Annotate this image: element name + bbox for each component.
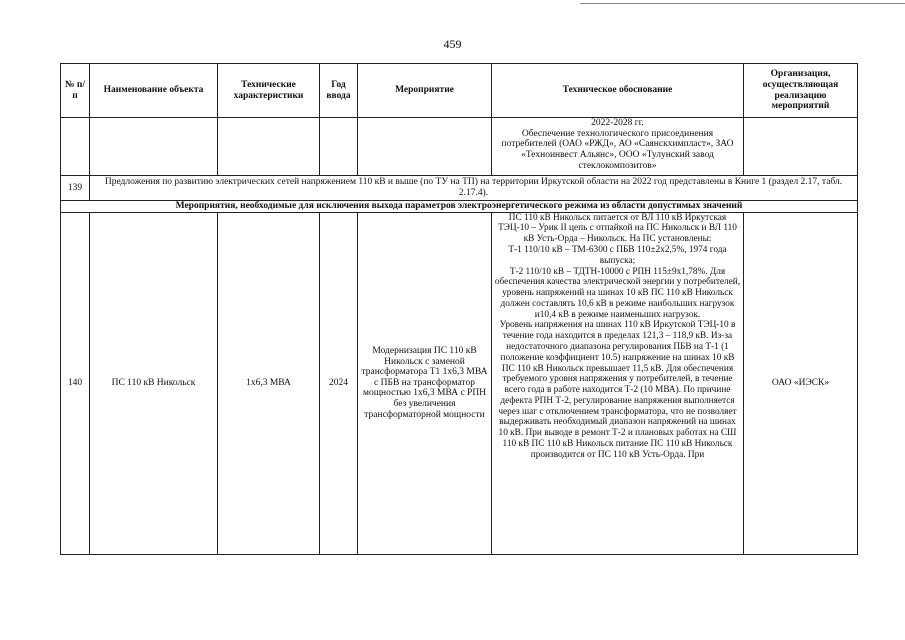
section-heading-row bbox=[61, 201, 858, 213]
cell-empty bbox=[218, 118, 320, 176]
row-139-num: 139 bbox=[61, 176, 90, 201]
cell-empty bbox=[61, 118, 90, 176]
continuation-row bbox=[61, 118, 858, 176]
header-org: Организация, осуществляющая реализацию мероприятий bbox=[744, 64, 858, 118]
row-140-org: ОАО «ИЭСК» bbox=[744, 212, 858, 554]
row-140-name: ПС 110 кВ Никольск bbox=[90, 212, 218, 554]
continuation-justification: 2022-2028 гг. Обеспечение технологического присоединения потребителей (ОАО «РЖД», АО «Саянскхимпласт», ЗАО «Техноинвест Альянс», ООО «Тулунский завод стеклокомпозитов» bbox=[492, 118, 744, 176]
header-measure: Мероприятие bbox=[358, 64, 492, 118]
cell-empty bbox=[90, 118, 218, 176]
row-139-text: Предложения по развитию электрических сетей напряжением 110 кВ и выше (по ТУ на ТП) на территории Иркутской области на 2022 год представлены в Книге 1 (раздел 2.17, табл. 2.17.4). bbox=[90, 176, 858, 201]
page-number: 459 bbox=[443, 37, 462, 51]
header-justification: Техническое обоснование bbox=[492, 64, 744, 118]
row-140-measure: Модернизация ПС 110 кВ Никольск с заменой трансформатора Т1 1х6,3 МВА с ПБВ на трансформатор мощностью 1х6,3 МВА с РПН без увеличения трансформаторной мощности bbox=[358, 212, 492, 554]
row-140-num: 140 bbox=[61, 212, 90, 554]
header-specs: Технические характеристики bbox=[218, 64, 320, 118]
row-140-specs: 1х6,3 МВА bbox=[218, 212, 320, 554]
cell-empty bbox=[358, 118, 492, 176]
measures-table bbox=[60, 63, 858, 555]
top-edge-line bbox=[580, 3, 905, 4]
row-139 bbox=[61, 176, 858, 201]
row-140-justification: ПС 110 кВ Никольск питается от ВЛ 110 кВ Иркутская ТЭЦ-10 – Урик II цепь с отпайкой на ПС Никольск и ВЛ 110 кВ Усть-Орда – Никольск. На ПС установлены: Т-1 110/10 кВ – ТМ-6300 с ПБВ 110±2х2,5%, 1974 года выпуска; Т-2 110/10 кВ – ТДТН-10000 с РПН 115±9х1,78%. Для обеспечения качества электрической энергии у потребителей, уровень напряжений на шинах 10 кВ ПС 110 кВ Никольск должен составлять 10,6 кВ в режиме наибольших нагрузок и10,4 кВ в режиме наименьших нагрузок. Уровень напряжения на шинах 110 кВ Иркутской ТЭЦ-10 в течение года находится в пределах 121,3 – 118,9 кВ. Из-за недостаточного диапазона регулирования ПБВ на Т-1 (1 положение коэффициент 10.5) напряжение на шинах 10 кВ ПС 110 кВ Никольск превышает 11,5 кВ. Для обеспечения требуемого уровня напряжения у потребителей, в течение всего года в работе находится Т-2 (10 МВА). По причине дефекта РПН Т-2, регулирование напряжения выполняется через шаг с отключением трансформатора, что не позволяет выдерживать необходимый диапазон напряжений на шинах 10 кВ. При выводе в ремонт Т-2 и плановых работах на СШ 110 кВ ПС 110 кВ Никольск питание ПС 110 кВ Никольск производится от ПС 110 кВ Усть-Орда. При bbox=[492, 212, 744, 554]
section-heading: Мероприятия, необходимые для исключения выхода параметров электроэнергетического режима из области допустимых значений bbox=[61, 201, 858, 213]
cell-empty bbox=[744, 118, 858, 176]
header-name: Наименование объекта bbox=[90, 64, 218, 118]
header-year: Год ввода bbox=[320, 64, 358, 118]
row-140 bbox=[61, 212, 858, 554]
cell-empty bbox=[320, 118, 358, 176]
header-row bbox=[61, 64, 858, 118]
row-140-year: 2024 bbox=[320, 212, 358, 554]
header-num: № п/п bbox=[61, 64, 90, 118]
